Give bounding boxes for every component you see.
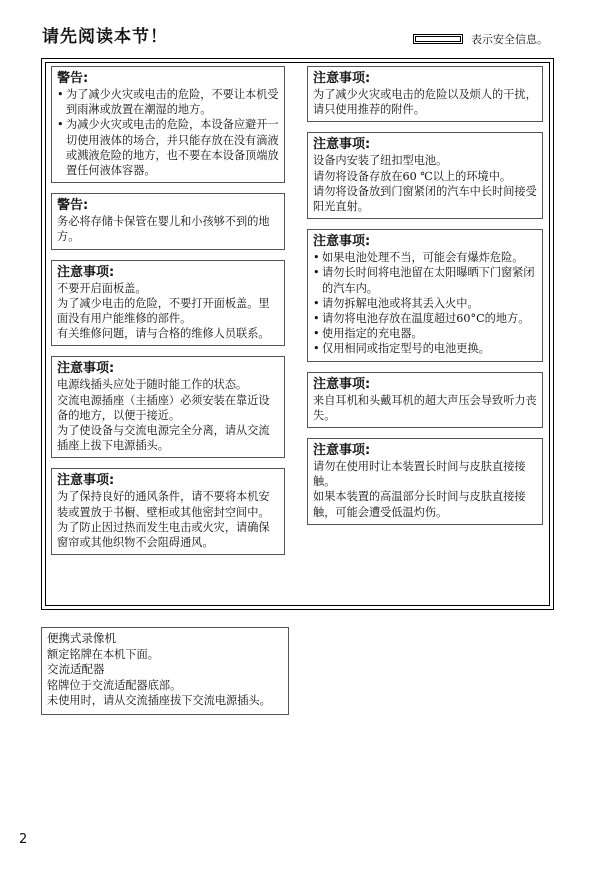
notice-text: 为了使设备与交流电源完全分离，请从交流插座上拔下电源插头。 [57, 424, 270, 453]
notice-title: 注意事项: [313, 376, 371, 392]
safety-legend [413, 32, 548, 46]
notice-text: 请勿将设备存放在60 ℃以上的环境中。 [313, 169, 512, 183]
notice-bullet: • 使用指定的充电器。 [313, 326, 537, 341]
notice-title: 注意事项: [313, 234, 371, 250]
notice-text: 来自耳机和头戴耳机的超大声压会导致听力丧失。 [313, 393, 537, 422]
right-column [307, 66, 543, 535]
left-column [51, 66, 285, 565]
page-number: 2 [19, 832, 28, 847]
notice-bullet: • 请勿拆解电池或将其丢入火中。 [313, 296, 537, 311]
notice-title: 注意事项: [57, 473, 115, 489]
notice-box [51, 356, 285, 458]
notice-text: 务必将存储卡保管在婴儿和小孩够不到的地方。 [57, 215, 270, 244]
notice-bullet: • 如果电池处理不当，可能会有爆炸危险。 [313, 250, 537, 265]
notice-box [307, 229, 543, 361]
notice-text: 为了减少火灾或电击的危险以及烦人的干扰，请只使用推荐的附件。 [313, 88, 537, 117]
notice-text: 电源线插头应处于随时能工作的状态。 [57, 378, 248, 392]
notice-title: 注意事项: [57, 264, 115, 280]
notice-text: 设备内安装了纽扣型电池。 [313, 154, 448, 168]
notice-box [307, 132, 543, 219]
notice-box [51, 468, 285, 555]
notice-title: 注意事项: [313, 137, 371, 153]
notice-box [51, 193, 285, 249]
notice-title: 注意事项: [313, 443, 371, 459]
safety-symbol-icon [413, 34, 463, 44]
notice-bullet: • 请勿长时间将电池留在太阳曝晒下门窗紧闭的汽车内。 [313, 265, 537, 295]
notice-bullet: • 为了减少火灾或电击的危险，不要让本机受到雨淋或放置在潮湿的地方。 [57, 87, 279, 117]
rating-plate-info-box [41, 627, 289, 715]
notice-bullet: • 为减少火灾或电击的危险，本设备应避开一切使用液体的场合，并只能存放在没有滴液或溅液危险的地方，也不要在本设备顶端放置任何液体容器。 [57, 117, 279, 178]
notice-text: 交流电源插座（主插座）必须安装在靠近设备的地方，以便于接近。 [57, 393, 270, 422]
notice-bullet: • 请勿将电池存放在温度超过60°C的地方。 [313, 311, 537, 326]
adapter-unplug-text: 未使用时，请从交流插座拔下交流电源插头。 [47, 694, 271, 707]
notice-bullet-list [57, 87, 279, 178]
notice-box [307, 66, 543, 122]
notice-text: 为了保持良好的通风条件，请不要将本机安装或置放于书橱、壁柜或其他密封空间中。为了防止因过热而发生电击或火灾，请确保窗帘或其他织物不会阻碍通风。 [57, 490, 270, 550]
notice-box [307, 438, 543, 525]
notice-text: 有关维修问题，请与合格的维修人员联系。 [57, 327, 270, 341]
notice-box [51, 66, 285, 183]
notice-bullet-list [313, 250, 537, 356]
adapter-heading: 交流适配器 [47, 662, 105, 676]
safety-info-frame [41, 58, 554, 610]
camera-heading: 便携式录像机 [47, 631, 116, 645]
notice-box [51, 260, 285, 347]
notice-box [307, 372, 543, 428]
notice-text: 不要开启面板盖。 [57, 281, 147, 295]
notice-text: 如果本装置的高温部分长时间与皮肤直接接触，可能会遭受低温灼伤。 [313, 490, 526, 519]
legend-text: 表示安全信息。 [471, 33, 548, 46]
camera-text: 额定铭牌在本机下面。 [47, 647, 159, 661]
notice-text: 为了减少电击的危险，不要打开面板盖。里面没有用户能维修的部件。 [57, 296, 270, 326]
notice-title: 注意事项: [313, 71, 371, 86]
notice-title: 警告: [57, 71, 89, 86]
notice-text: 请勿在使用时让本装置长时间与皮肤直接接触。 [313, 460, 526, 489]
page-title: 请先阅读本节！ [42, 27, 168, 47]
notice-text: 请勿将设备放到门窗紧闭的汽车中长时间接受阳光直射。 [313, 184, 537, 214]
notice-bullet: • 仅用相同或指定型号的电池更换。 [313, 341, 537, 356]
notice-title: 注意事项: [57, 361, 115, 377]
notice-title: 警告: [57, 198, 89, 214]
adapter-text: 铭牌位于交流适配器底部。 [47, 678, 182, 692]
